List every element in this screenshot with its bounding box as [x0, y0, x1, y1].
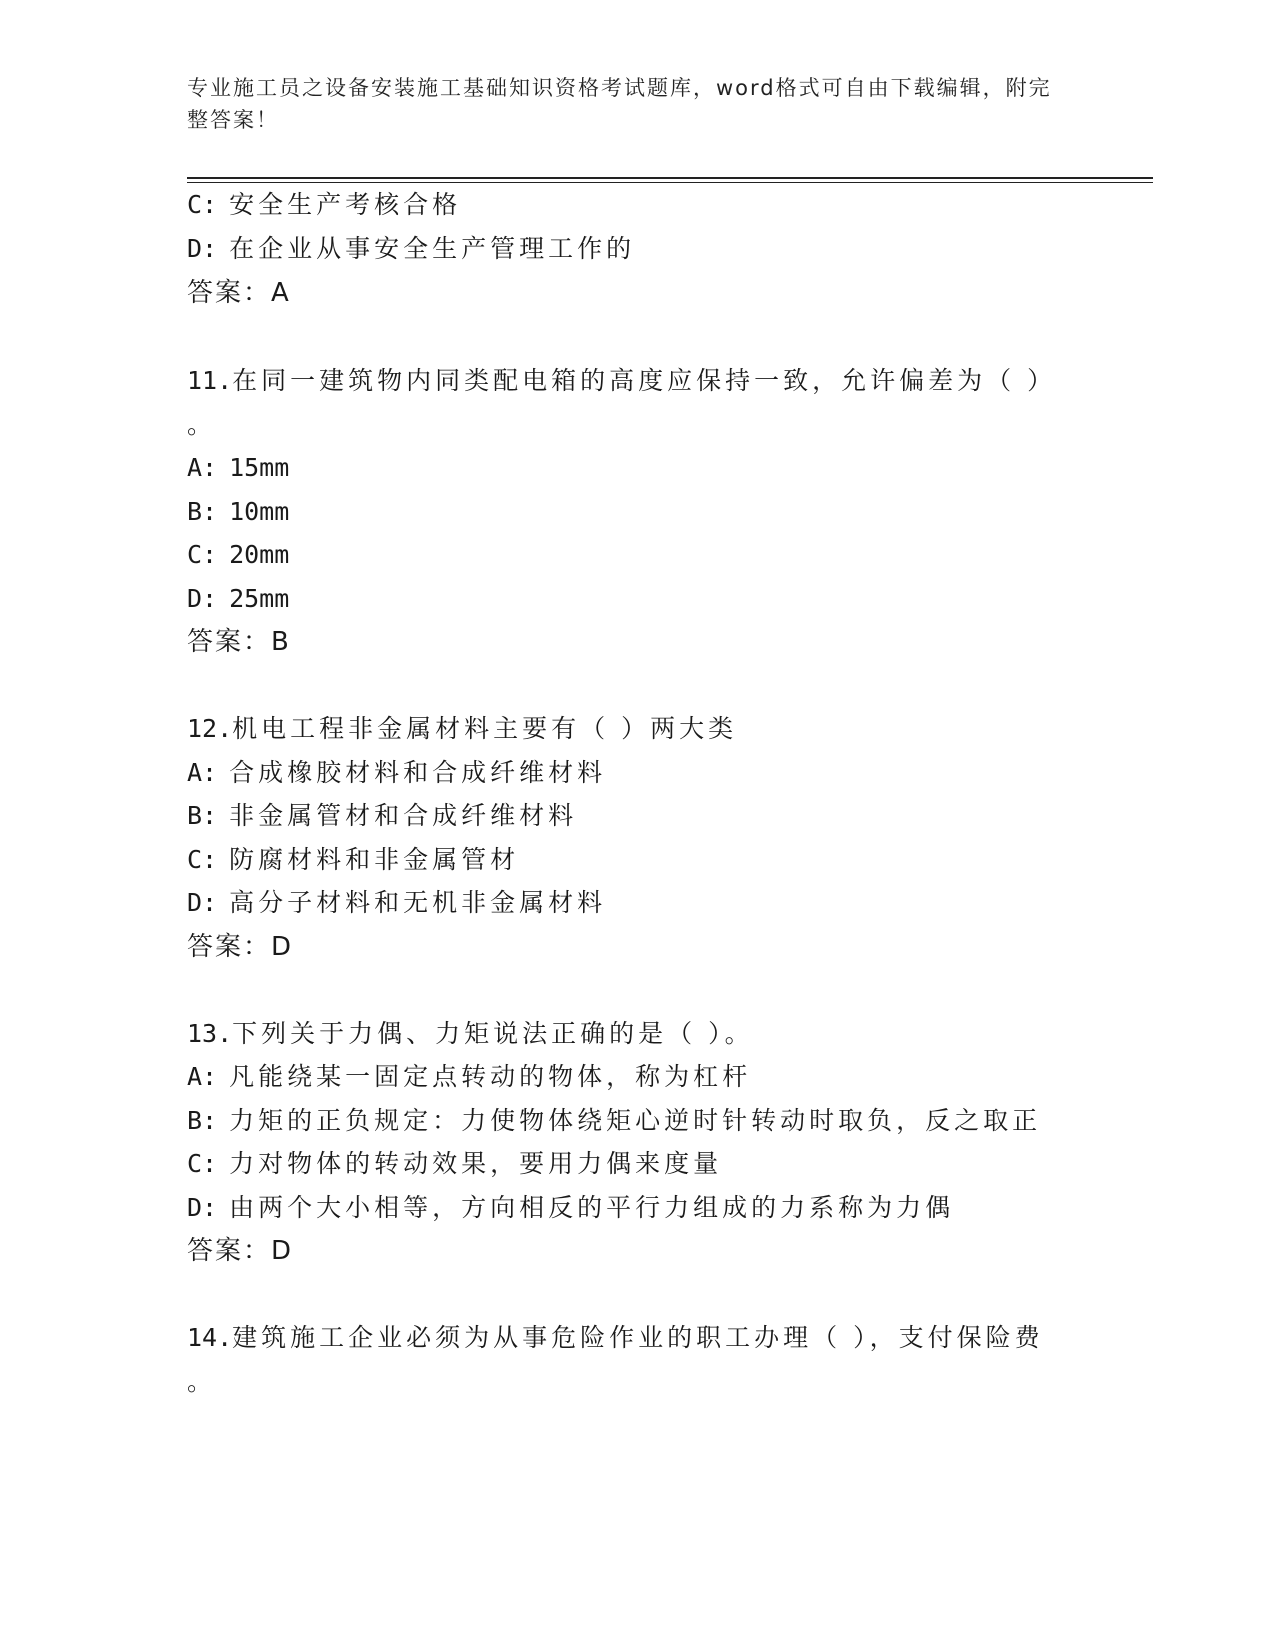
option-letter: C: — [187, 1149, 218, 1178]
question-number: 12. — [187, 714, 233, 743]
question-11 — [187, 364, 1056, 398]
option-letter: D: — [187, 888, 218, 917]
option-letter: D: — [187, 1193, 218, 1222]
option-letter: D: — [187, 234, 218, 263]
option-text: 在企业从事安全生产管理工作的 — [229, 234, 636, 263]
question-14 — [187, 1321, 1044, 1355]
question-text: 下列关于力偶、力矩说法正确的是（ ）。 — [232, 1019, 754, 1048]
option-text: 非金属管材和合成纤维材料 — [229, 801, 578, 830]
option-line — [187, 538, 289, 572]
header-divider-thin — [187, 182, 1153, 183]
option-line — [187, 1104, 1041, 1138]
option-text: 25mm — [229, 584, 290, 613]
question-text: 在同一建筑物内同类配电箱的高度应保持一致，允许偏差为（ ） — [232, 366, 1057, 395]
option-line — [187, 232, 635, 266]
option-line — [187, 495, 289, 529]
option-letter: B: — [187, 1106, 218, 1135]
header-divider-thick — [187, 177, 1153, 179]
question-14-continuation: 。 — [187, 1367, 217, 1396]
option-text: 力矩的正负规定：力使物体绕矩心逆时针转动时取负，反之取正 — [229, 1106, 1042, 1135]
question-13 — [187, 1017, 754, 1051]
option-line — [187, 756, 606, 790]
option-line — [187, 886, 606, 920]
question-number: 11. — [187, 366, 233, 395]
question-text: 建筑施工企业必须为从事危险作业的职工办理（ ），支付保险费 — [232, 1323, 1044, 1352]
option-text: 15mm — [229, 453, 290, 482]
option-letter: B: — [187, 497, 218, 526]
option-line — [187, 799, 577, 833]
option-letter: C: — [187, 540, 218, 569]
option-text: 高分子材料和无机非金属材料 — [229, 888, 607, 917]
answer-line: 答案：B — [187, 627, 291, 657]
option-letter: D: — [187, 584, 218, 613]
option-letter: A: — [187, 453, 218, 482]
option-text: 合成橡胶材料和合成纤维材料 — [229, 758, 607, 787]
option-text: 安全生产考核合格 — [229, 190, 462, 219]
document-header: 专业施工员之设备安装施工基础知识资格考试题库，word格式可自由下载编辑，附完整答案！ — [187, 76, 1052, 132]
option-text: 20mm — [229, 540, 290, 569]
option-line — [187, 188, 461, 222]
option-text: 凡能绕某一固定点转动的物体，称为杠杆 — [229, 1062, 752, 1091]
question-11-continuation: 。 — [187, 410, 217, 439]
option-line — [187, 843, 519, 877]
answer-line: 答案：D — [187, 932, 294, 962]
answer-line: 答案：A — [187, 278, 291, 308]
option-line — [187, 582, 289, 616]
option-line — [187, 1147, 722, 1181]
answer-line: 答案：D — [187, 1236, 294, 1266]
option-text: 力对物体的转动效果，要用力偶来度量 — [229, 1149, 723, 1178]
option-letter: A: — [187, 758, 218, 787]
option-letter: A: — [187, 1062, 218, 1091]
option-letter: C: — [187, 190, 218, 219]
option-text: 由两个大小相等，方向相反的平行力组成的力系称为力偶 — [229, 1193, 955, 1222]
option-text: 防腐材料和非金属管材 — [229, 845, 520, 874]
question-number: 13. — [187, 1019, 233, 1048]
option-line — [187, 1060, 751, 1094]
option-line — [187, 451, 289, 485]
question-number: 14. — [187, 1323, 233, 1352]
option-text: 10mm — [229, 497, 290, 526]
option-letter: C: — [187, 845, 218, 874]
question-12 — [187, 712, 737, 746]
option-line — [187, 1191, 954, 1225]
option-letter: B: — [187, 801, 218, 830]
question-text: 机电工程非金属材料主要有（ ）两大类 — [232, 714, 738, 743]
